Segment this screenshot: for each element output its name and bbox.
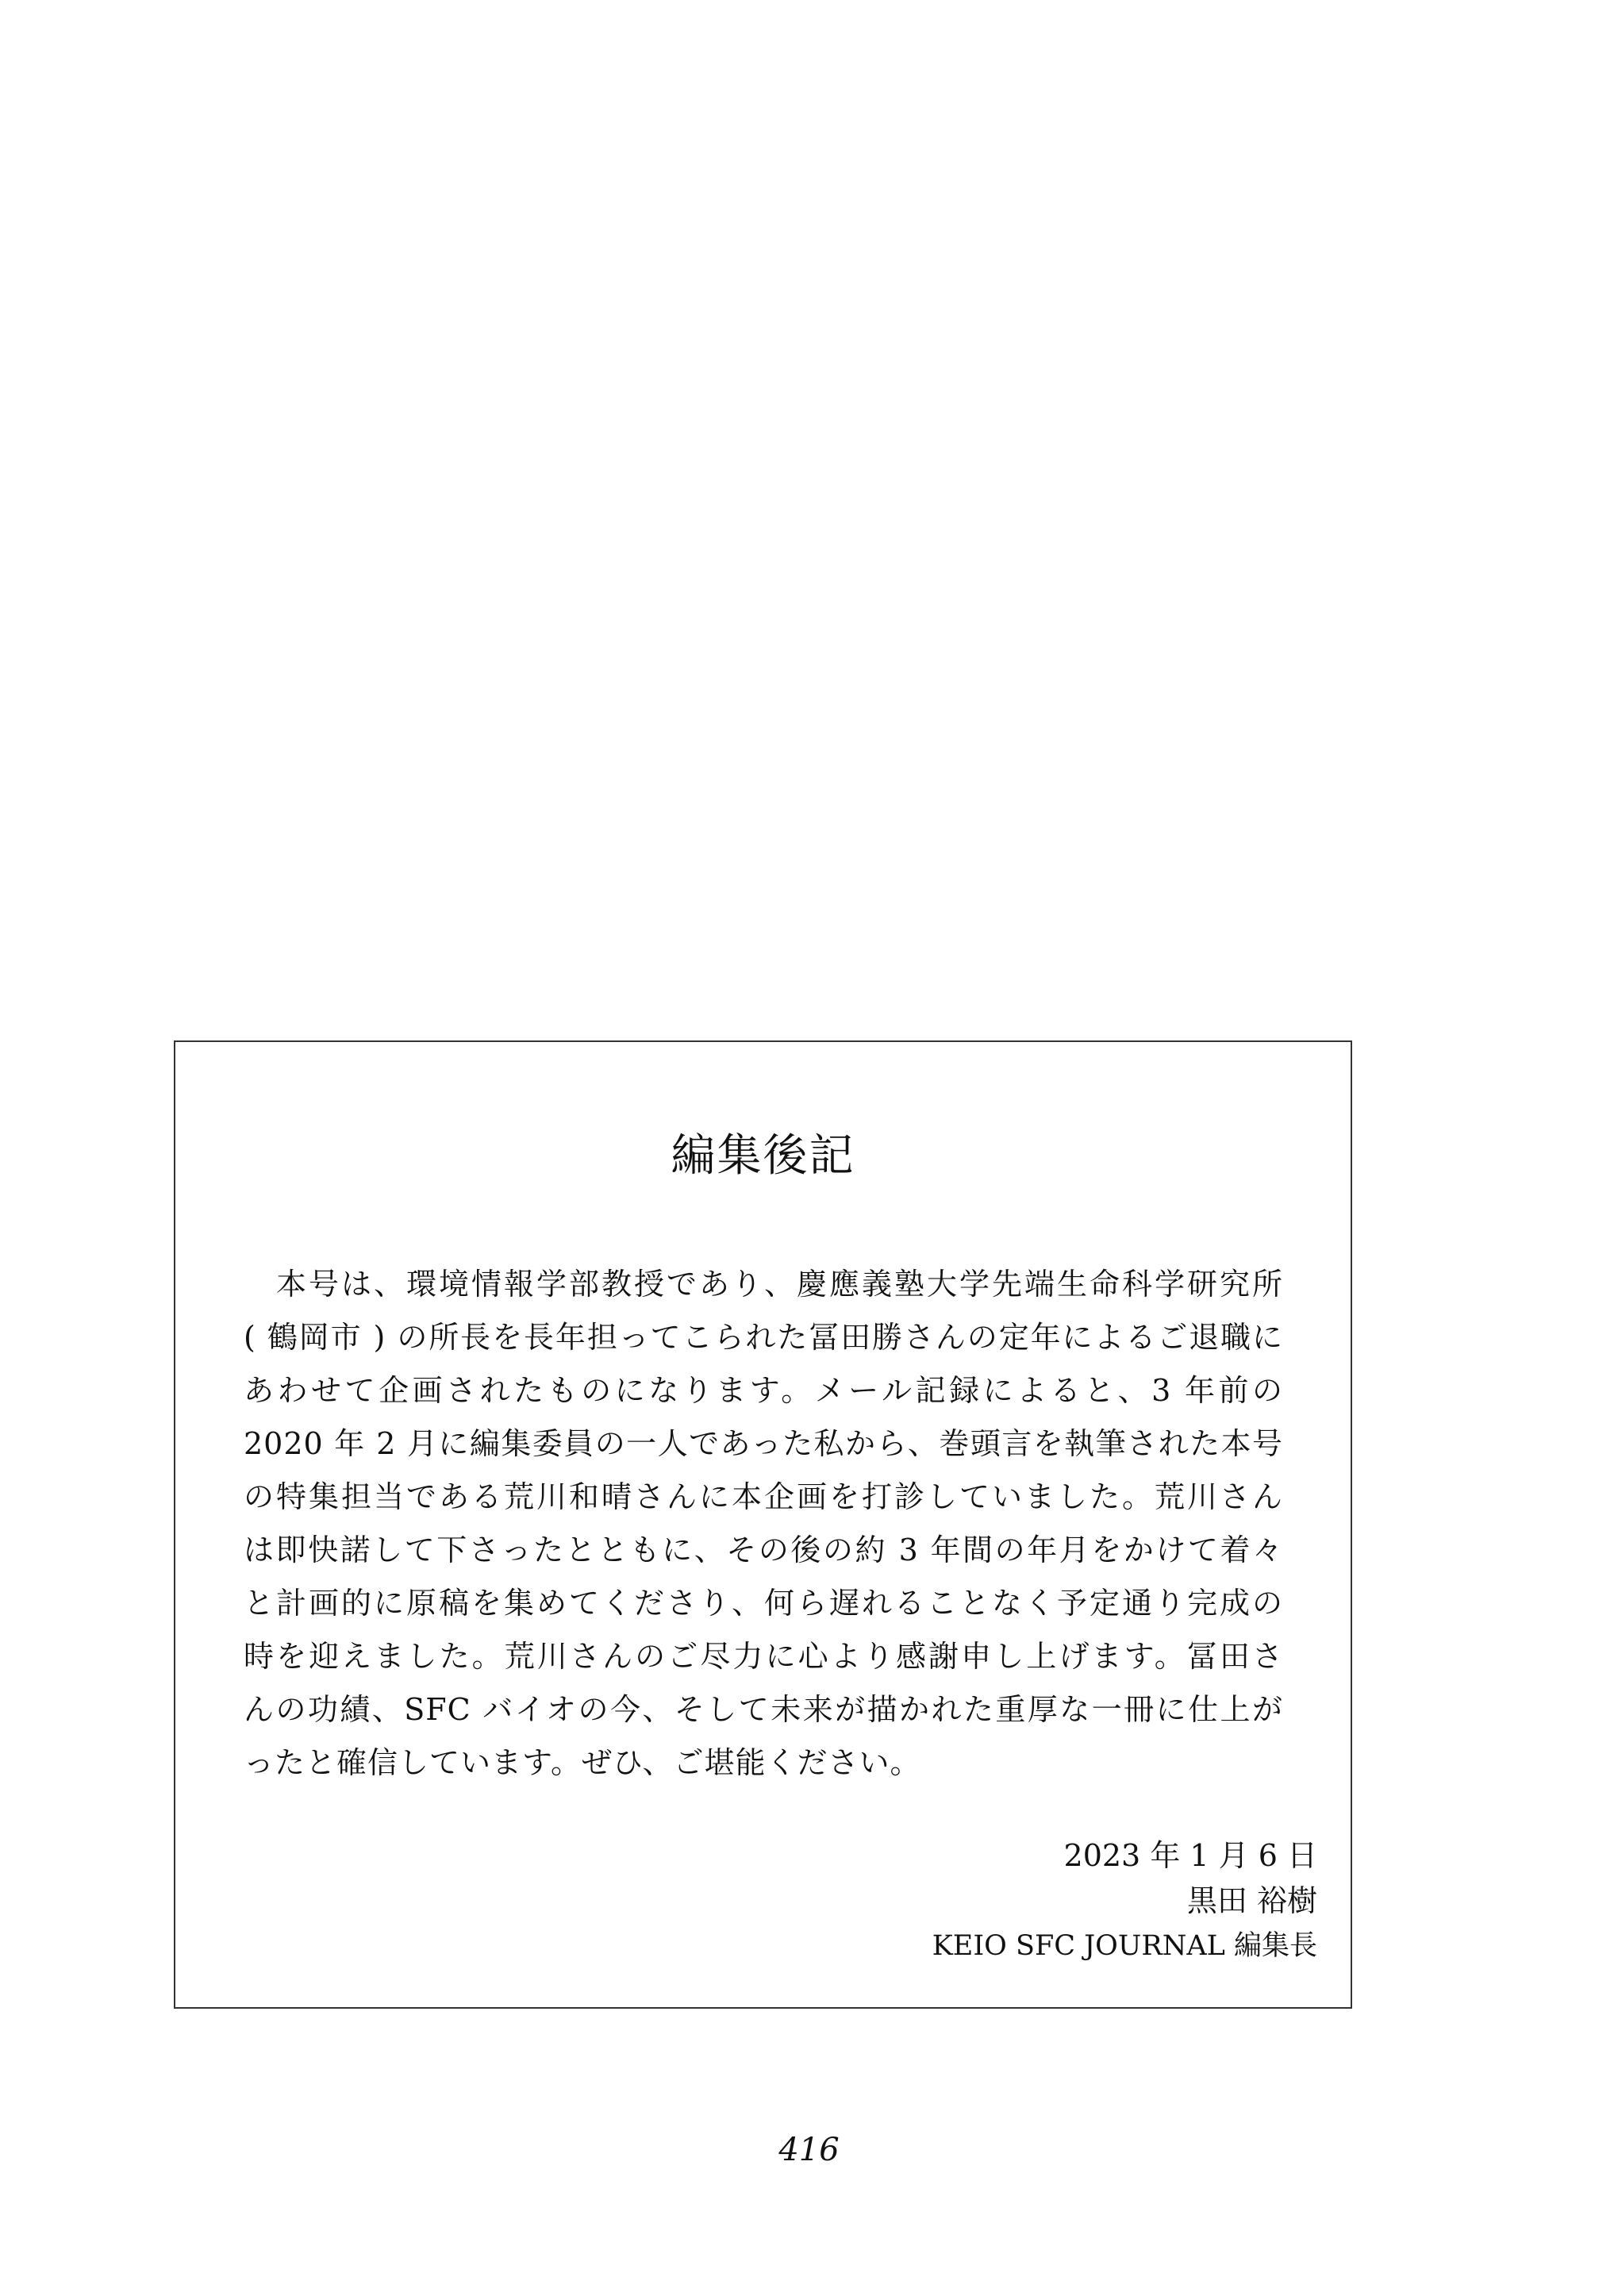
afterword-body bbox=[244, 1258, 1283, 1790]
body-line: 2020 年 2 月に編集委員の一人であった私から、巻頭言を執筆された本号 bbox=[244, 1426, 1283, 1461]
body-line: 時を迎えました。荒川さんのご尽力に心より感謝申し上げます。冨田さ bbox=[244, 1639, 1283, 1674]
page-number: 416 bbox=[778, 2132, 840, 2168]
body-line: の特集担当である荒川和晴さんに本企画を打診していました。荒川さん bbox=[244, 1479, 1283, 1514]
body-line: は即快諾して下さったとともに、その後の約 3 年間の年月をかけて着々 bbox=[244, 1533, 1283, 1567]
body-line: んの功績、SFC バイオの今、そして未来が描かれた重厚な一冊に仕上が bbox=[244, 1692, 1283, 1727]
signature-date: 2023 年 1 月 6 日 bbox=[1063, 1838, 1317, 1873]
afterword-title: 編集後記 bbox=[671, 1130, 855, 1182]
body-line: ったと確信しています。ぜひ、ご堪能ください。 bbox=[244, 1745, 921, 1780]
body-line: あわせて企画されたものになります。メール記録によると、3 年前の bbox=[244, 1373, 1283, 1408]
signature-author: 黒田 裕樹 bbox=[1186, 1883, 1317, 1918]
afterword-box bbox=[174, 1040, 1352, 2009]
body-line: ( 鶴岡市 ) の所長を長年担ってこられた冨田勝さんの定年によるご退職に bbox=[244, 1320, 1283, 1355]
body-line: と計画的に原稿を集めてくださり、何ら遅れることなく予定通り完成の bbox=[244, 1586, 1283, 1621]
signature-affiliation: KEIO SFC JOURNAL 編集長 bbox=[932, 1930, 1317, 1962]
body-line: 本号は、環境情報学部教授であり、慶應義塾大学先端生命科学研究所 bbox=[244, 1267, 1283, 1302]
signature-block bbox=[932, 1833, 1317, 1969]
